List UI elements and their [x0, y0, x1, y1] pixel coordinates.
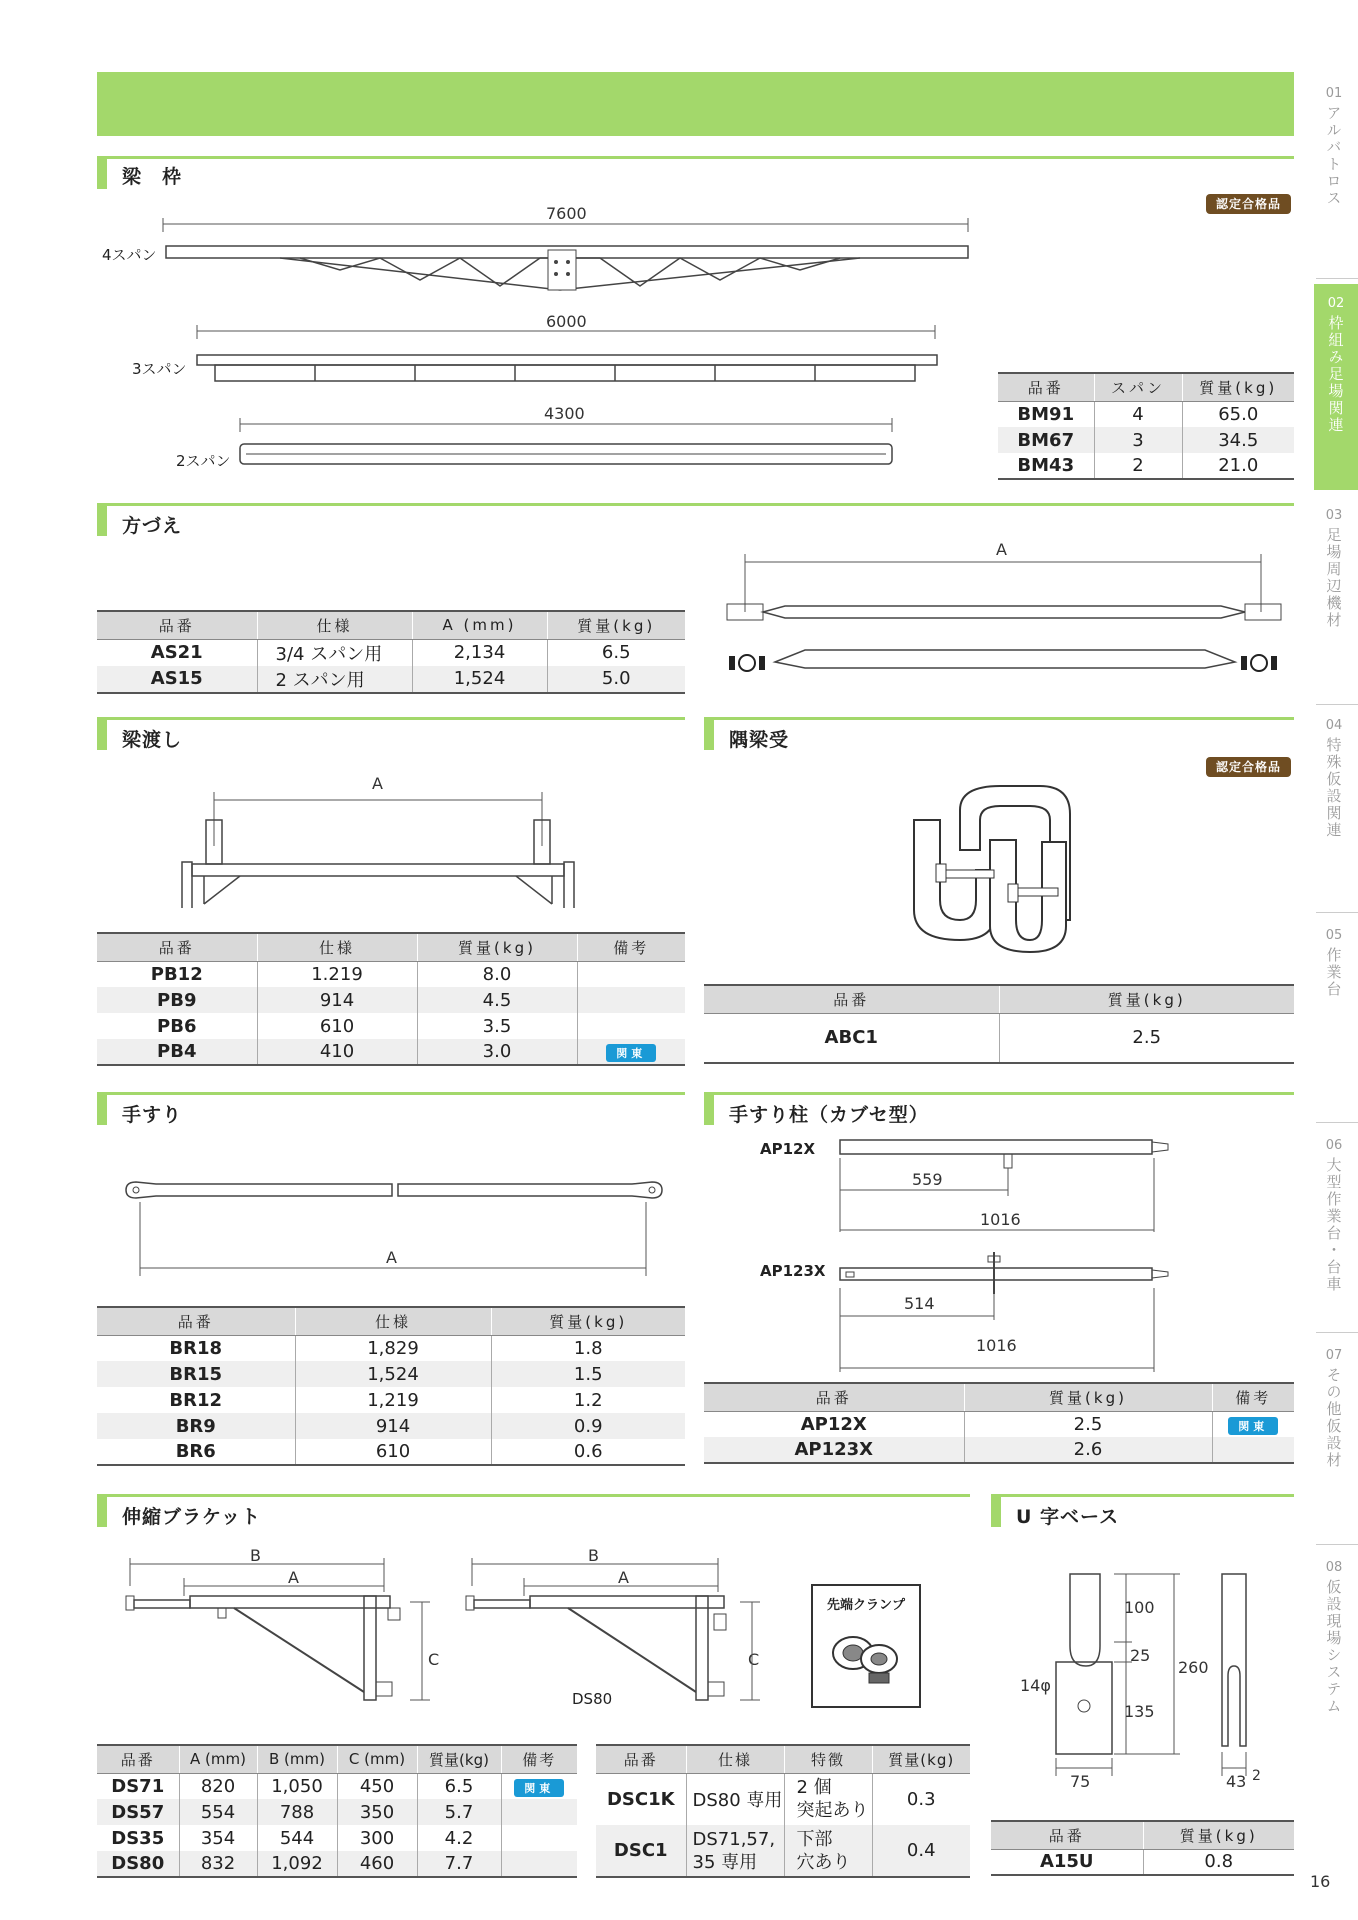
table-header-cell: 備考 [501, 1745, 577, 1773]
table-header-cell: 備考 [577, 933, 685, 961]
tip-clamp-label: 先端クランプ [826, 1598, 905, 1613]
table-cell: 6.5 [547, 639, 685, 666]
table-cell: BM43 [998, 453, 1094, 479]
section-title-handrail-post: 手すり柱（カブセ型） [729, 1104, 929, 1126]
table-cell: AP123X [704, 1437, 964, 1463]
table-cell: BR6 [97, 1439, 295, 1465]
table-header-cell: C (mm) [337, 1745, 417, 1773]
table-header-cell: 品番 [596, 1745, 686, 1773]
section-title-corner-beam: 隅梁受 [729, 729, 790, 751]
table-cell: 1.8 [491, 1335, 685, 1361]
table-cell: A15U [991, 1849, 1143, 1875]
table-header-cell: 品番 [704, 985, 999, 1013]
beam-bridge-table [97, 932, 685, 1066]
section-title-brace: 方づえ [122, 515, 183, 537]
dim-514: 514 [904, 1294, 935, 1313]
table-header-cell: 備考 [1212, 1383, 1294, 1411]
table-cell: 1,092 [257, 1851, 337, 1877]
table-row [596, 1773, 970, 1825]
table-cell: DS57 [97, 1799, 179, 1825]
table-row [97, 1825, 577, 1851]
table-row [998, 427, 1294, 453]
beam-4span-drawing [160, 218, 980, 298]
dim-1016: 1016 [980, 1210, 1021, 1229]
table-header-cell: 品番 [97, 1745, 179, 1773]
table-cell: BR12 [169, 1389, 223, 1411]
dim-14phi: 14φ [1020, 1676, 1051, 1695]
table-cell: 610 [257, 1013, 417, 1039]
table-header-cell: 品番 [97, 933, 257, 961]
sidebar-item-04[interactable]: 04 特殊仮設関連 [1324, 718, 1343, 839]
dim-6000: 6000 [546, 312, 587, 331]
table-row [97, 1799, 577, 1825]
section-title-handrail: 手すり [122, 1104, 183, 1126]
sidebar-item-05[interactable]: 05 作業台 [1324, 928, 1343, 998]
brace-drawing [725, 548, 1295, 678]
dim-a: A [996, 540, 1007, 559]
brace-table [97, 610, 685, 694]
table-row [704, 1013, 1294, 1063]
table-cell: PB9 [97, 987, 257, 1013]
table-cell: 1.2 [491, 1387, 685, 1413]
table-cell: 0.6 [491, 1439, 685, 1465]
dim-135: 135 [1124, 1702, 1155, 1721]
table-cell: DS71 [111, 1775, 165, 1797]
table-cell: 下部 穴あり [784, 1825, 872, 1877]
label-3span: 3スパン [132, 360, 187, 378]
table-row [97, 1039, 685, 1065]
label-ap123x: AP123X [760, 1262, 826, 1280]
table-cell [501, 1773, 577, 1799]
table-header-cell: 質量(kg) [417, 1745, 501, 1773]
table-cell: DS35 [111, 1827, 165, 1849]
table-header-cell: 品番 [97, 611, 257, 639]
beam-2span-drawing [236, 418, 900, 470]
table-row [998, 401, 1294, 427]
table-cell: 1,829 [295, 1335, 491, 1361]
dim-c: C [748, 1650, 760, 1669]
table-cell: 0.9 [491, 1413, 685, 1439]
table-cell: 1,524 [295, 1361, 491, 1387]
table-row [97, 1335, 685, 1361]
table-cell: 2 スパン用 [257, 666, 412, 693]
table-cell: 300 [337, 1825, 417, 1851]
header-bar [97, 72, 1294, 136]
table-row [704, 1437, 1294, 1463]
label-ds80: DS80 [572, 1690, 613, 1708]
dim-a: A [618, 1568, 629, 1587]
table-cell: 554 [179, 1799, 257, 1825]
table-header-cell: 仕様 [686, 1745, 784, 1773]
table-cell: 3/4 スパン用 [257, 639, 412, 666]
table-row [97, 961, 685, 987]
table-cell: BR9 [97, 1413, 295, 1439]
table-cell: 350 [337, 1799, 417, 1825]
table-header-cell: 質量(kg) [872, 1745, 970, 1773]
dim-43: 43 [1226, 1772, 1247, 1791]
table-row [97, 1361, 685, 1387]
table-row [596, 1825, 970, 1877]
table-cell: 0.8 [1143, 1849, 1294, 1875]
table-cell: 34.5 [1182, 427, 1294, 453]
table-cell: 3.5 [417, 1013, 577, 1039]
table-header-cell: 品番 [704, 1383, 964, 1411]
table-cell: DS71,57, 35 専用 [686, 1825, 784, 1877]
table-row [97, 666, 685, 693]
table-cell: 7.7 [417, 1851, 501, 1877]
section-title-beam-frame: 梁 枠 [122, 166, 183, 188]
table-header-cell: 仕様 [257, 933, 417, 961]
table-cell [501, 1825, 577, 1851]
table-row [97, 639, 685, 666]
table-cell: 2.6 [964, 1437, 1212, 1463]
table-cell: 2,134 [412, 639, 547, 666]
table-cell [577, 987, 685, 1013]
handrail-table [97, 1306, 685, 1466]
table-header-cell: 品番 [998, 373, 1094, 401]
table-header-cell: A (mm) [412, 611, 547, 639]
region-tag: 関東 [514, 1779, 564, 1797]
table-cell [577, 1039, 685, 1065]
table-header-cell: 質量(kg) [999, 985, 1294, 1013]
sidebar-item-03[interactable]: 03 足場周辺機材 [1324, 508, 1343, 629]
table-row [97, 1773, 577, 1799]
table-cell: 1.5 [491, 1361, 685, 1387]
dim-4300: 4300 [544, 404, 585, 423]
clamp-table [596, 1744, 970, 1878]
table-row [97, 1013, 685, 1039]
table-cell: 5.0 [547, 666, 685, 693]
sidebar-item-01[interactable]: 01 アルバトロス [1324, 86, 1343, 207]
dim-a: A [372, 774, 383, 793]
table-cell: AP12X [800, 1413, 867, 1435]
table-cell: 4.2 [417, 1825, 501, 1851]
dim-559: 559 [912, 1170, 943, 1189]
table-cell: 1,219 [295, 1387, 491, 1413]
table-cell: 65.0 [1182, 401, 1294, 427]
table-cell [1212, 1411, 1294, 1437]
table-cell [577, 961, 685, 987]
table-cell: BM67 [998, 427, 1094, 453]
table-header-cell: A (mm) [179, 1745, 257, 1773]
table-cell: 2 個 突起あり [784, 1773, 872, 1825]
table-header-cell: 品番 [97, 1307, 295, 1335]
dim-b: B [250, 1546, 261, 1565]
table-cell: ABC1 [704, 1013, 999, 1063]
table-cell: DSC1K [606, 1788, 675, 1810]
table-row [97, 1387, 685, 1413]
table-header-cell: 質量(kg) [491, 1307, 685, 1335]
dim-a: A [386, 1248, 397, 1267]
table-row [704, 1411, 1294, 1437]
table-cell: 2.5 [999, 1013, 1294, 1063]
table-row [998, 453, 1294, 479]
beam-bridge-drawing [180, 786, 580, 916]
table-header-cell: B (mm) [257, 1745, 337, 1773]
beam-3span-drawing [195, 325, 945, 393]
beam-frame-table [998, 372, 1294, 480]
label-2span: 2スパン [176, 452, 231, 470]
corner-beam-drawing [900, 780, 1100, 955]
table-cell: BR15 [97, 1361, 295, 1387]
table-cell: 914 [295, 1413, 491, 1439]
table-cell: 914 [257, 987, 417, 1013]
table-cell: DSC1 [596, 1825, 686, 1877]
dim-2: 2 [1252, 1768, 1261, 1784]
table-header-cell: 質量(kg) [417, 933, 577, 961]
table-cell: 1,050 [257, 1773, 337, 1799]
table-cell: 544 [257, 1825, 337, 1851]
table-cell: 5.7 [417, 1799, 501, 1825]
table-cell: BM91 [1017, 403, 1075, 425]
table-cell [501, 1799, 577, 1825]
table-cell: 354 [179, 1825, 257, 1851]
table-header-cell: 仕様 [257, 611, 412, 639]
clamp-icon [813, 1613, 919, 1693]
table-cell: 1,524 [412, 666, 547, 693]
u-base-table [991, 1820, 1294, 1876]
table-cell: 820 [179, 1773, 257, 1799]
table-header-cell: スパン [1094, 373, 1182, 401]
section-title-u-base: U 字ベース [1016, 1506, 1120, 1528]
table-row [991, 1849, 1294, 1875]
table-cell: 460 [337, 1851, 417, 1877]
table-cell: 410 [257, 1039, 417, 1065]
dim-25: 25 [1130, 1646, 1151, 1665]
section-title-beam-bridge: 梁渡し [122, 729, 183, 751]
dim-a: A [288, 1568, 299, 1587]
table-cell: 21.0 [1182, 453, 1294, 479]
bracket-ds80-drawing [464, 1556, 764, 1716]
table-header-cell: 品番 [991, 1821, 1143, 1849]
table-header-cell: 仕様 [295, 1307, 491, 1335]
table-cell: BR18 [169, 1337, 223, 1359]
table-cell: 788 [257, 1799, 337, 1825]
table-row [97, 1851, 577, 1877]
label-ap12x: AP12X [760, 1140, 816, 1158]
table-row [97, 1439, 685, 1465]
page-number: 16 [1310, 1872, 1331, 1891]
table-cell: PB4 [97, 1039, 257, 1065]
table-cell: 450 [337, 1773, 417, 1799]
table-header-cell: 質量(kg) [547, 611, 685, 639]
dim-100: 100 [1124, 1598, 1155, 1617]
dim-c: C [428, 1650, 440, 1669]
table-cell: 3 [1094, 427, 1182, 453]
dim-b: B [588, 1546, 599, 1565]
table-cell: 2.5 [964, 1411, 1212, 1437]
table-header-cell: 特徴 [784, 1745, 872, 1773]
certified-badge: 認定合格品 [1206, 194, 1291, 214]
certified-badge: 認定合格品 [1206, 757, 1291, 777]
handrail-post-table [704, 1382, 1294, 1464]
dim-75: 75 [1070, 1772, 1091, 1791]
table-cell: 0.4 [872, 1825, 970, 1877]
table-cell: PB12 [150, 963, 203, 985]
table-cell: DS80 専用 [686, 1773, 784, 1825]
region-tag: 関東 [606, 1044, 656, 1062]
table-cell [1212, 1437, 1294, 1463]
table-cell: 1.219 [257, 961, 417, 987]
bracket-ds71-drawing [124, 1556, 434, 1716]
tip-clamp-box [811, 1584, 921, 1708]
table-cell: 4.5 [417, 987, 577, 1013]
table-cell: 2 [1094, 453, 1182, 479]
table-row [97, 987, 685, 1013]
table-cell: AS15 [97, 666, 257, 693]
table-cell: DS80 [97, 1851, 179, 1877]
dim-7600: 7600 [546, 204, 587, 223]
table-cell: 610 [295, 1439, 491, 1465]
table-cell: AS21 [150, 642, 203, 663]
sidebar-item-02[interactable]: 02 枠組み足場関連 [1314, 284, 1358, 490]
dim-260: 260 [1178, 1658, 1209, 1677]
table-cell [577, 1013, 685, 1039]
section-title-bracket: 伸縮ブラケット [122, 1506, 262, 1528]
table-header-cell: 質量(kg) [964, 1383, 1212, 1411]
sidebar-item-08[interactable]: 08 仮設現場システム [1324, 1560, 1343, 1715]
table-cell: 832 [179, 1851, 257, 1877]
label-4span: 4スパン [102, 246, 157, 264]
table-row [97, 1413, 685, 1439]
table-header-cell: 質量(kg) [1182, 373, 1294, 401]
table-cell: 4 [1094, 401, 1182, 427]
table-cell: PB6 [157, 1015, 197, 1037]
region-tag: 関東 [1228, 1417, 1278, 1435]
table-cell: 3.0 [417, 1039, 577, 1065]
corner-beam-table [704, 984, 1294, 1064]
table-cell: 6.5 [417, 1773, 501, 1799]
sidebar-item-07[interactable]: 07 その他仮設材 [1324, 1348, 1343, 1469]
table-header-cell: 質量(kg) [1143, 1821, 1294, 1849]
sidebar-item-06[interactable]: 06 大型作業台・台車 [1324, 1138, 1343, 1293]
bracket-table [97, 1744, 577, 1878]
table-cell: 0.3 [872, 1773, 970, 1825]
table-cell: 8.0 [417, 961, 577, 987]
dim-1016: 1016 [976, 1336, 1017, 1355]
table-cell [501, 1851, 577, 1877]
